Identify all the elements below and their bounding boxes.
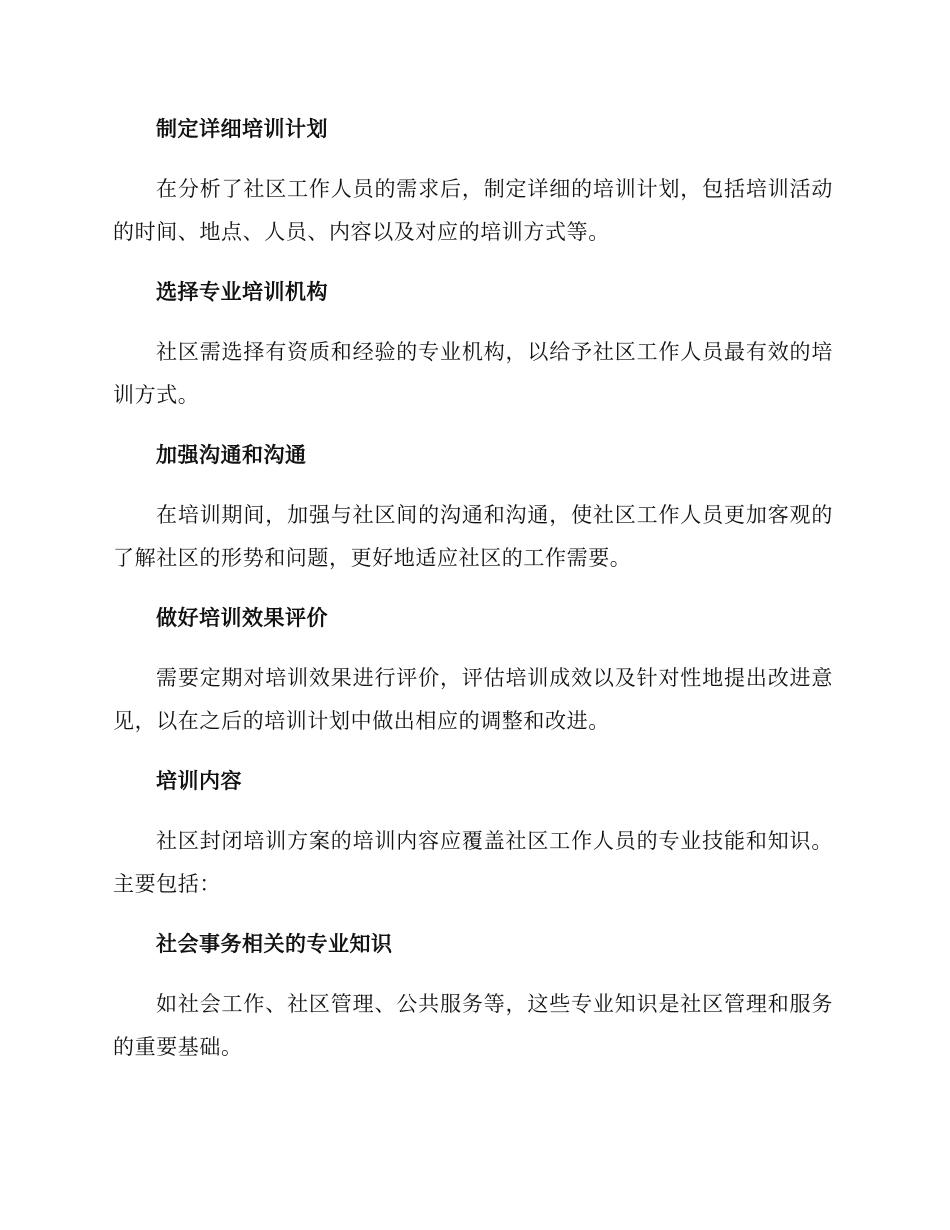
section-paragraph: 需要定期对培训效果进行评价，评估培训成效以及针对性地提出改进意见，以在之后的培训计划中做出相应的调整和改进。 (113, 666, 833, 733)
section-paragraph: 如社会工作、社区管理、公共服务等，这些专业知识是社区管理和服务的重要基础。 (113, 992, 833, 1059)
section-paragraph: 社区封闭培训方案的培训内容应覆盖社区工作人员的专业技能和知识。主要包括： (113, 829, 833, 896)
document-body (113, 108, 833, 1086)
section-paragraph: 社区需选择有资质和经验的专业机构，以给予社区工作人员最有效的培训方式。 (113, 340, 833, 407)
section-paragraph: 在分析了社区工作人员的需求后，制定详细的培训计划，包括培训活动的时间、地点、人员、内容以及对应的培训方式等。 (113, 177, 833, 244)
section-paragraph: 在培训期间，加强与社区间的沟通和沟通，使社区工作人员更加客观的了解社区的形势和问题，更好地适应社区的工作需要。 (113, 503, 833, 570)
section-heading: 制定详细培训计划 (156, 117, 328, 141)
section-heading: 社会事务相关的专业知识 (156, 932, 393, 956)
section-heading: 加强沟通和沟通 (156, 443, 307, 467)
section-heading: 选择专业培训机构 (156, 280, 328, 304)
section-heading: 培训内容 (156, 769, 242, 793)
section-heading: 做好培训效果评价 (156, 606, 328, 630)
